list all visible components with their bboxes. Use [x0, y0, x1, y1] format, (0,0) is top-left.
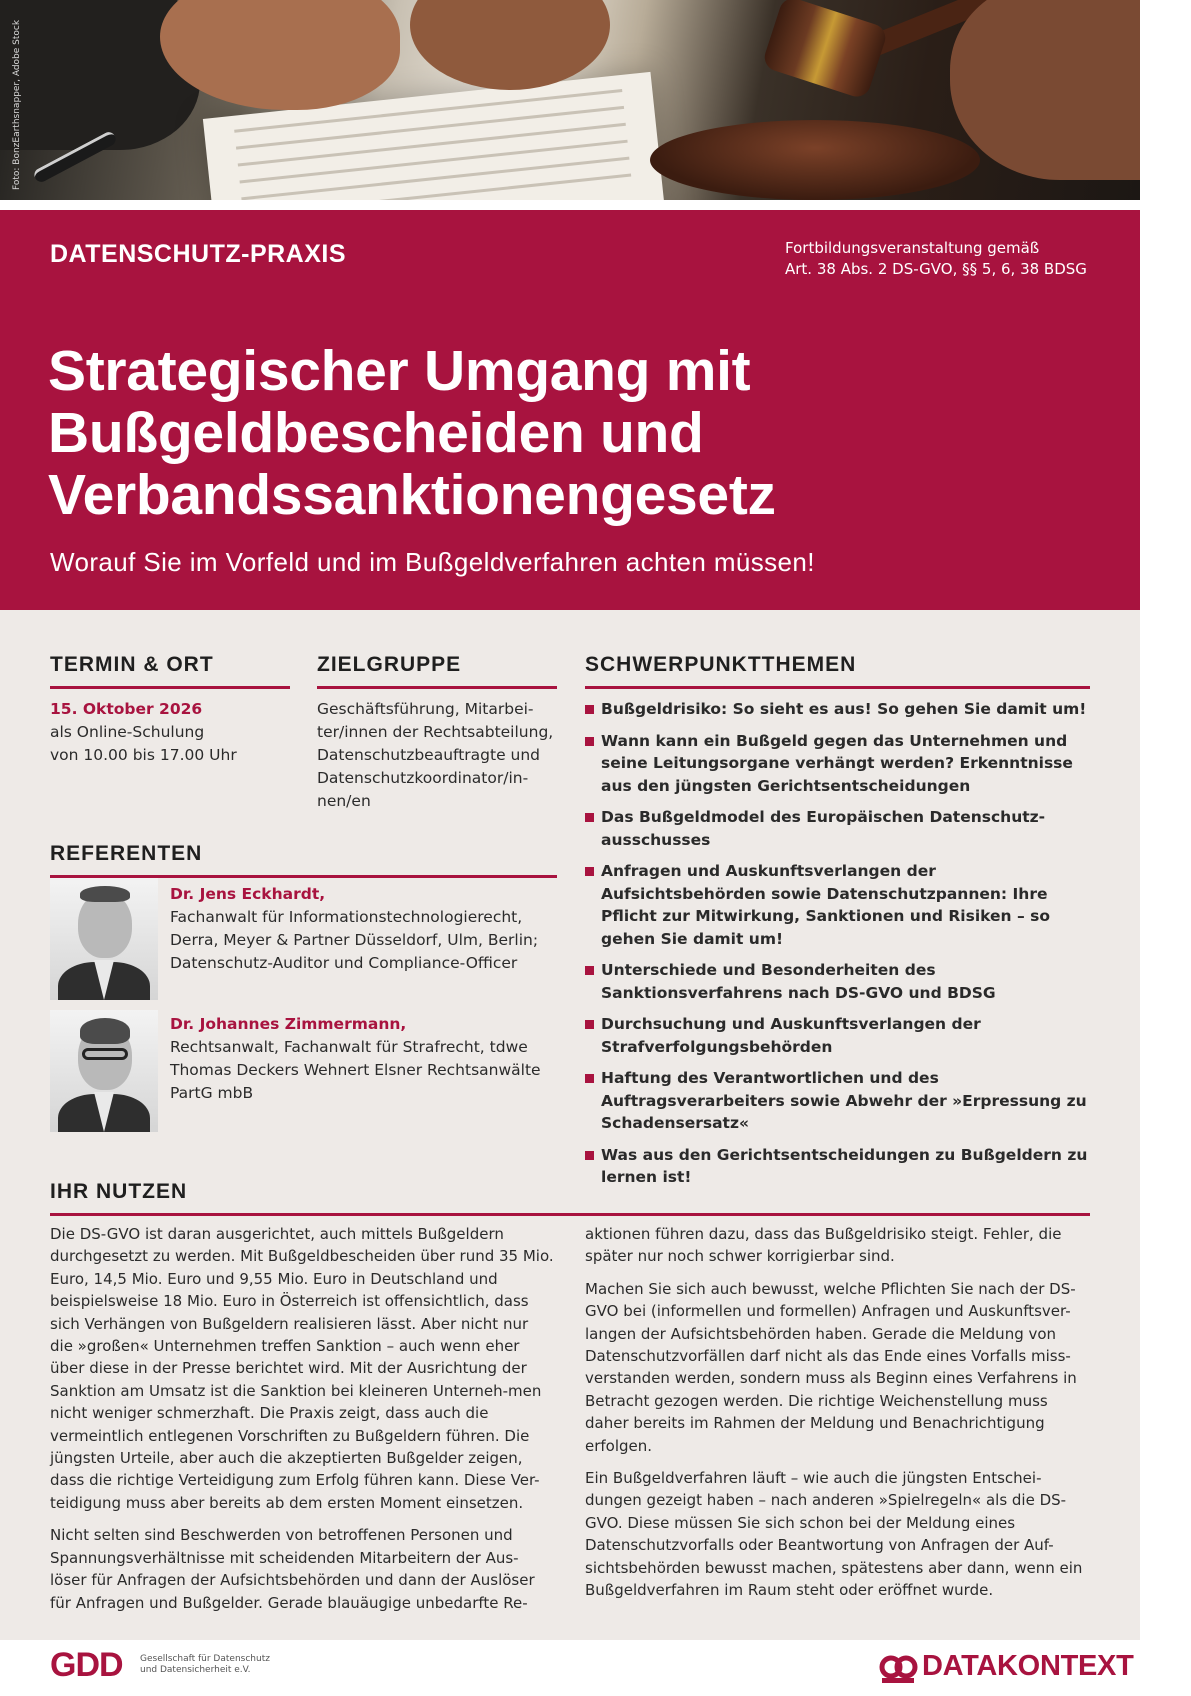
photo-credit: Foto: BonzEarthsnapper, Adobe Stock	[12, 19, 22, 190]
speaker-name: Dr. Johannes Zimmermann,	[170, 1015, 407, 1033]
termin-heading: TERMIN & ORT	[50, 653, 290, 689]
topic-item: Haftung des Verantwortlichen und des Auftragsverarbeiters sowie Abwehr der »Erpressung zu Schadensersatz«	[585, 1067, 1090, 1135]
gdd-logo: GDD	[50, 1646, 123, 1684]
termin-block	[50, 698, 290, 767]
zielgruppe-text: Geschäftsführung, Mitarbei-ter/innen der Rechtsabteilung, Datenschutzbeauftragte und Datenschutzkoordinator/in-nen/en	[317, 700, 554, 810]
speaker-zimmermann	[170, 1013, 565, 1105]
nutzen-paragraph: Machen Sie sich auch bewusst, welche Pflichten Sie nach der DS-GVO bei (informellen und formellen) Anfragen und Auskunftsver-langen der Aufsichtsbehörden haben. Gerade die Meldung von Datenschutzvorfällen darf nicht als das Ende eines Vorfalls miss-verstanden werden, sondern muss als Beginn eines Verfahrens in Betracht gezogen werden. Die richtige Weichenstellung muss daher bereits im Rahmen der Meldung und Benachrichtigung erfolgen.	[585, 1279, 1077, 1455]
nutzen-column-2	[585, 1223, 1090, 1602]
title-line-3: Verbandssanktionengesetz	[48, 463, 776, 527]
speaker-portrait-eckhardt	[50, 878, 158, 1000]
topic-item: Bußgeldrisiko: So sieht es aus! So gehen Sie damit um!	[585, 698, 1090, 721]
topic-item: Durchsuchung und Auskunftsverlangen der Strafverfolgungsbehörden	[585, 1013, 1090, 1058]
zielgruppe-heading: ZIELGRUPPE	[317, 653, 557, 689]
judge-hand	[950, 0, 1140, 180]
speaker-portrait-zimmermann	[50, 1010, 158, 1132]
gavel-sound-block	[650, 120, 980, 200]
content-panel	[0, 610, 1140, 1640]
accreditation-line-1: Fortbildungsveranstaltung gemäß	[785, 239, 1040, 257]
referenten-heading: REFERENTEN	[50, 842, 557, 878]
bullet-square-icon	[585, 705, 594, 714]
speaker-eckhardt	[170, 883, 565, 975]
bullet-square-icon	[585, 1074, 594, 1083]
nutzen-heading: IHR NUTZEN	[50, 1180, 1090, 1216]
speaker-bio: Fachanwalt für Informationstechnologierecht, Derra, Meyer & Partner Düsseldorf, Ulm, Berlin; Datenschutz-Auditor und Compliance-Officer	[170, 908, 539, 972]
event-time: von 10.00 bis 17.00 Uhr	[50, 746, 237, 764]
bullet-square-icon	[585, 867, 594, 876]
gavel-head	[761, 0, 889, 100]
title-banner	[0, 210, 1140, 610]
bullet-square-icon	[585, 737, 594, 746]
series-label: DATENSCHUTZ-PRAXIS	[50, 240, 347, 268]
accreditation-note	[785, 238, 1087, 280]
bullet-square-icon	[585, 966, 594, 975]
topic-list	[585, 698, 1090, 1198]
title-line-2: Bußgeldbescheiden und	[48, 401, 704, 465]
datakontext-logo: DATAKONTEXT	[922, 1650, 1134, 1682]
topic-item: Was aus den Gerichtsentscheidungen zu Bußgeldern zu lernen ist!	[585, 1144, 1090, 1189]
speaker-name: Dr. Jens Eckhardt,	[170, 885, 326, 903]
nutzen-paragraph: Die DS-GVO ist daran ausgerichtet, auch mittels Bußgeldern durchgesetzt zu werden. Mit Bußgeldbescheiden über rund 35 Mio. Euro, 14,5 Mio. Euro und 9,55 Mio. Euro in Deutschland und beispielsweise 18 Mio. Euro in Österreich ist offensichtlich, dass sich Verhängen von Bußgeldern realisieren lässt. Aber nicht nur die »großen« Unternehmen treffen Sanktion – auch wenn eher über diese in der Presse berichtet wird. Mit der Ausrichtung der Sanktion am Umsatz ist die Sanktion bei kleineren Unterneh-men nicht weniger schmerzhaft. Die Praxis zeigt, dass auch die vermeintlich entlegenen Vorschriften zu Bußgeldern führen. Die jüngsten Urteile, aber auch die akzeptierten Bußgelder zeigen, dass die richtige Verteidigung zum Erfolg führen kann. Diese Ver-teidigung muss aber bereits ab dem ersten Moment einsetzen.	[50, 1225, 554, 1512]
writing-hand	[410, 0, 610, 90]
title-line-1: Strategischer Umgang mit	[48, 339, 751, 403]
speaker-bio: Rechtsanwalt, Fachanwalt für Strafrecht, tdwe Thomas Deckers Wehnert Elsner Rechtsanwälte PartG mbB	[170, 1038, 541, 1102]
nutzen-paragraph: Nicht selten sind Beschwerden von betroffenen Personen und Spannungsverhältnisse mit scheidenden Mitarbeitern der Aus-löser für Anfragen der Aufsichtsbehörden und dann der Auslöser für Anfragen und Bußgelder. Gerade blauäugige unbedarfte Re-	[50, 1526, 535, 1612]
topic-item: Anfragen und Auskunftsverlangen der Aufsichtsbehörden sowie Datenschutzpannen: Ihre Pflicht zur Mitwirkung, Sanktionen und Risiken – so gehen Sie damit um!	[585, 860, 1090, 950]
topic-item: Wann kann ein Bußgeld gegen das Unternehmen und seine Leitungsorgane verhängt werden? Erkenntnisse aus den jüngsten Gerichtsentscheidungen	[585, 730, 1090, 798]
page-title	[48, 340, 776, 526]
topic-item: Das Bußgeldmodel des Europäischen Datenschutz-ausschusses	[585, 806, 1090, 851]
schwerpunkte-heading: SCHWERPUNKTTHEMEN	[585, 653, 1090, 689]
bullet-square-icon	[585, 1151, 594, 1160]
page-subtitle: Worauf Sie im Vorfeld und im Bußgeldverfahren achten müssen!	[50, 547, 815, 577]
nutzen-paragraph: Ein Bußgeldverfahren läuft – wie auch die jüngsten Entschei-dungen gezeigt haben – nach anderen »Spielregeln« als die DS-GVO. Diese müssen Sie sich schon bei der Meldung eines Datenschutzvorfalls oder Beantwortung von Anfragen der Auf-sichtsbehörden bewusst machen, spätestens aber dann, wenn ein Bußgeldverfahren im Raum steht oder eröffnet wurde.	[585, 1469, 1083, 1600]
bullet-square-icon	[585, 1020, 594, 1029]
nutzen-paragraph: aktionen führen dazu, dass das Bußgeldrisiko steigt. Fehler, die später nur noch schwer korrigierbar sind.	[585, 1225, 1062, 1266]
gdd-tagline: Gesellschaft für Datenschutz und Datensicherheit e.V.	[140, 1654, 270, 1675]
event-format: als Online-Schulung	[50, 723, 205, 741]
event-date: 15. Oktober 2026	[50, 700, 203, 718]
footer	[0, 1640, 1191, 1696]
hero-photo	[0, 0, 1140, 200]
accreditation-line-2: Art. 38 Abs. 2 DS-GVO, §§ 5, 6, 38 BDSG	[785, 260, 1087, 278]
topic-item: Unterschiede und Besonderheiten des Sanktionsverfahrens nach DS-GVO und BDSG	[585, 959, 1090, 1004]
bullet-square-icon	[585, 813, 594, 822]
nutzen-column-1	[50, 1223, 555, 1614]
datakontext-logo-icon	[878, 1650, 918, 1684]
